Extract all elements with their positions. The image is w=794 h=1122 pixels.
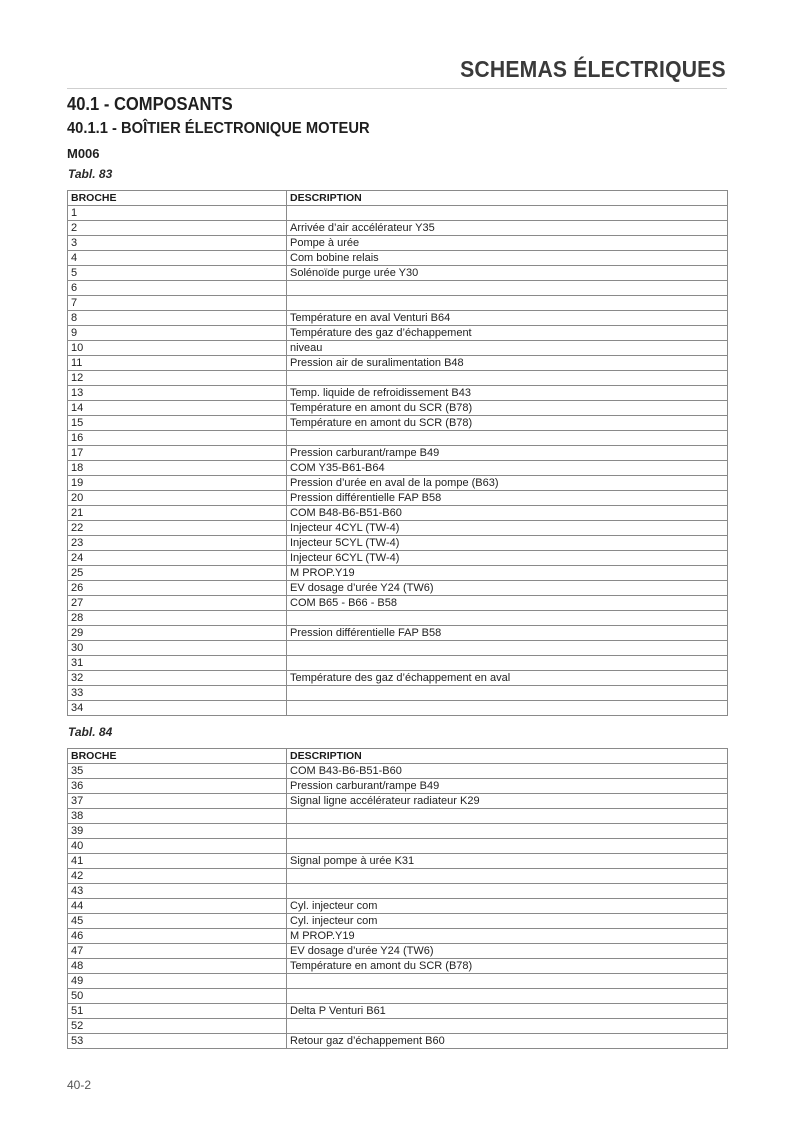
pin-description-cell: Pompe à urée	[287, 236, 728, 251]
table-row	[68, 884, 728, 899]
table-row	[68, 899, 728, 914]
table-row	[68, 326, 728, 341]
table-row	[68, 446, 728, 461]
table-row	[68, 461, 728, 476]
pin-number-cell: 40	[68, 839, 287, 854]
pin-number-cell: 5	[68, 266, 287, 281]
pin-number-cell: 1	[68, 206, 287, 221]
connector-heading: M006	[67, 146, 100, 161]
table-row	[68, 701, 728, 716]
pin-description-cell: M PROP.Y19	[287, 929, 728, 944]
table-row	[68, 839, 728, 854]
pin-number-cell: 43	[68, 884, 287, 899]
pin-description-cell	[287, 431, 728, 446]
pin-number-cell: 48	[68, 959, 287, 974]
pin-number-cell: 22	[68, 521, 287, 536]
pin-description-cell	[287, 656, 728, 671]
pin-number-cell: 15	[68, 416, 287, 431]
pin-number-cell: 42	[68, 869, 287, 884]
table-row	[68, 824, 728, 839]
pin-number-cell: 6	[68, 281, 287, 296]
pin-description-cell: Pression carburant/rampe B49	[287, 446, 728, 461]
pin-description-cell: Injecteur 4CYL (TW-4)	[287, 521, 728, 536]
table-row	[68, 236, 728, 251]
table-row	[68, 944, 728, 959]
pin-number-cell: 25	[68, 566, 287, 581]
pin-description-cell	[287, 686, 728, 701]
pin-number-cell: 51	[68, 1004, 287, 1019]
pin-description-cell	[287, 974, 728, 989]
pin-number-cell: 16	[68, 431, 287, 446]
table-row	[68, 779, 728, 794]
column-header-broche: BROCHE	[68, 191, 287, 206]
pin-description-cell	[287, 1019, 728, 1034]
pin-number-cell: 4	[68, 251, 287, 266]
pin-description-cell: Température en amont du SCR (B78)	[287, 959, 728, 974]
pin-description-cell: EV dosage d’urée Y24 (TW6)	[287, 944, 728, 959]
table-row	[68, 281, 728, 296]
table-caption-84: Tabl. 84	[68, 725, 113, 739]
table-row	[68, 386, 728, 401]
table-row	[68, 596, 728, 611]
table-row	[68, 476, 728, 491]
table-row	[68, 416, 728, 431]
table-row	[68, 686, 728, 701]
pin-number-cell: 10	[68, 341, 287, 356]
pin-number-cell: 11	[68, 356, 287, 371]
pin-description-cell: Injecteur 5CYL (TW-4)	[287, 536, 728, 551]
pin-number-cell: 17	[68, 446, 287, 461]
pin-number-cell: 2	[68, 221, 287, 236]
pin-description-cell: Solénoïde purge urée Y30	[287, 266, 728, 281]
table-header-row	[68, 749, 728, 764]
pin-description-cell: Température en amont du SCR (B78)	[287, 401, 728, 416]
page-section-title: SCHEMAS ÉLECTRIQUES	[460, 56, 726, 82]
pin-number-cell: 26	[68, 581, 287, 596]
table-row	[68, 809, 728, 824]
table-row	[68, 371, 728, 386]
pin-description-cell: Temp. liquide de refroidissement B43	[287, 386, 728, 401]
table-row	[68, 641, 728, 656]
pin-description-cell	[287, 839, 728, 854]
pin-description-cell: COM B48-B6-B51-B60	[287, 506, 728, 521]
pin-description-cell	[287, 884, 728, 899]
pin-number-cell: 28	[68, 611, 287, 626]
pin-number-cell: 18	[68, 461, 287, 476]
pin-description-cell: Retour gaz d’échappement B60	[287, 1034, 728, 1049]
pin-description-cell: niveau	[287, 341, 728, 356]
pin-description-cell: M PROP.Y19	[287, 566, 728, 581]
table-row	[68, 581, 728, 596]
pin-number-cell: 12	[68, 371, 287, 386]
table-row	[68, 296, 728, 311]
pin-number-cell: 7	[68, 296, 287, 311]
pin-number-cell: 20	[68, 491, 287, 506]
table-row	[68, 1034, 728, 1049]
pin-description-cell	[287, 989, 728, 1004]
pin-number-cell: 33	[68, 686, 287, 701]
table-row	[68, 311, 728, 326]
pin-description-cell: Pression différentielle FAP B58	[287, 626, 728, 641]
pin-number-cell: 45	[68, 914, 287, 929]
pin-number-cell: 46	[68, 929, 287, 944]
pin-number-cell: 9	[68, 326, 287, 341]
table-row	[68, 869, 728, 884]
pin-number-cell: 53	[68, 1034, 287, 1049]
pin-description-cell: Pression d’urée en aval de la pompe (B63)	[287, 476, 728, 491]
table-row	[68, 989, 728, 1004]
pin-description-cell	[287, 641, 728, 656]
pin-description-cell: Pression carburant/rampe B49	[287, 779, 728, 794]
table-row	[68, 611, 728, 626]
section-heading: 40.1.1 - BOÎTIER ÉLECTRONIQUE MOTEUR	[67, 120, 370, 137]
pin-number-cell: 27	[68, 596, 287, 611]
table-row	[68, 929, 728, 944]
pin-number-cell: 8	[68, 311, 287, 326]
header-divider	[67, 88, 727, 89]
pin-number-cell: 3	[68, 236, 287, 251]
pin-description-cell	[287, 206, 728, 221]
pin-description-cell: Température des gaz d’échappement en aval	[287, 671, 728, 686]
table-row	[68, 551, 728, 566]
page-number: 40-2	[67, 1078, 92, 1092]
table-row	[68, 506, 728, 521]
table-row	[68, 206, 728, 221]
table-row	[68, 1004, 728, 1019]
pin-description-cell	[287, 701, 728, 716]
pin-number-cell: 44	[68, 899, 287, 914]
pin-number-cell: 30	[68, 641, 287, 656]
pin-number-cell: 37	[68, 794, 287, 809]
table-row	[68, 959, 728, 974]
pin-description-cell: Température en aval Venturi B64	[287, 311, 728, 326]
pin-description-cell	[287, 824, 728, 839]
column-header-description: DESCRIPTION	[287, 749, 728, 764]
pin-number-cell: 29	[68, 626, 287, 641]
table-row	[68, 854, 728, 869]
table-row	[68, 1019, 728, 1034]
table-row	[68, 626, 728, 641]
table-row	[68, 656, 728, 671]
table-row	[68, 974, 728, 989]
table-row	[68, 251, 728, 266]
pin-number-cell: 19	[68, 476, 287, 491]
pin-number-cell: 34	[68, 701, 287, 716]
table-row	[68, 221, 728, 236]
chapter-heading: 40.1 - COMPOSANTS	[67, 94, 233, 114]
pin-description-cell: Cyl. injecteur com	[287, 899, 728, 914]
table-row	[68, 671, 728, 686]
table-row	[68, 794, 728, 809]
pin-number-cell: 52	[68, 1019, 287, 1034]
pin-number-cell: 24	[68, 551, 287, 566]
pin-number-cell: 35	[68, 764, 287, 779]
pin-description-cell	[287, 809, 728, 824]
pin-description-cell: Pression différentielle FAP B58	[287, 491, 728, 506]
pin-description-cell: Injecteur 6CYL (TW-4)	[287, 551, 728, 566]
pin-description-cell: Arrivée d’air accélérateur Y35	[287, 221, 728, 236]
table-row	[68, 341, 728, 356]
pin-number-cell: 47	[68, 944, 287, 959]
pin-description-cell: Com bobine relais	[287, 251, 728, 266]
pin-description-cell: Cyl. injecteur com	[287, 914, 728, 929]
pin-description-cell: Pression air de suralimentation B48	[287, 356, 728, 371]
pin-description-cell: Signal pompe à urée K31	[287, 854, 728, 869]
column-header-description: DESCRIPTION	[287, 191, 728, 206]
pin-number-cell: 49	[68, 974, 287, 989]
pin-description-cell: COM B65 - B66 - B58	[287, 596, 728, 611]
column-header-broche: BROCHE	[68, 749, 287, 764]
table-header-row	[68, 191, 728, 206]
pin-number-cell: 50	[68, 989, 287, 1004]
table-row	[68, 356, 728, 371]
pin-number-cell: 21	[68, 506, 287, 521]
pin-number-cell: 31	[68, 656, 287, 671]
pin-description-cell	[287, 611, 728, 626]
table-row	[68, 536, 728, 551]
table-caption-83: Tabl. 83	[68, 167, 113, 181]
pin-description-cell	[287, 371, 728, 386]
pin-number-cell: 13	[68, 386, 287, 401]
pin-description-cell	[287, 869, 728, 884]
pin-description-cell: COM Y35-B61-B64	[287, 461, 728, 476]
pin-number-cell: 38	[68, 809, 287, 824]
pin-description-cell: COM B43-B6-B51-B60	[287, 764, 728, 779]
table-row	[68, 764, 728, 779]
table-row	[68, 431, 728, 446]
table-row	[68, 914, 728, 929]
pin-number-cell: 36	[68, 779, 287, 794]
pin-description-cell: EV dosage d’urée Y24 (TW6)	[287, 581, 728, 596]
pin-table-84	[67, 748, 728, 1049]
pin-description-cell	[287, 296, 728, 311]
table-row	[68, 566, 728, 581]
pin-description-cell: Température en amont du SCR (B78)	[287, 416, 728, 431]
table-row	[68, 521, 728, 536]
pin-description-cell: Température des gaz d’échappement	[287, 326, 728, 341]
pin-number-cell: 14	[68, 401, 287, 416]
pin-number-cell: 41	[68, 854, 287, 869]
pin-number-cell: 39	[68, 824, 287, 839]
pin-number-cell: 23	[68, 536, 287, 551]
pin-table-83	[67, 190, 728, 716]
table-row	[68, 266, 728, 281]
pin-description-cell: Delta P Venturi B61	[287, 1004, 728, 1019]
pin-number-cell: 32	[68, 671, 287, 686]
table-row	[68, 491, 728, 506]
pin-description-cell: Signal ligne accélérateur radiateur K29	[287, 794, 728, 809]
table-row	[68, 401, 728, 416]
pin-description-cell	[287, 281, 728, 296]
